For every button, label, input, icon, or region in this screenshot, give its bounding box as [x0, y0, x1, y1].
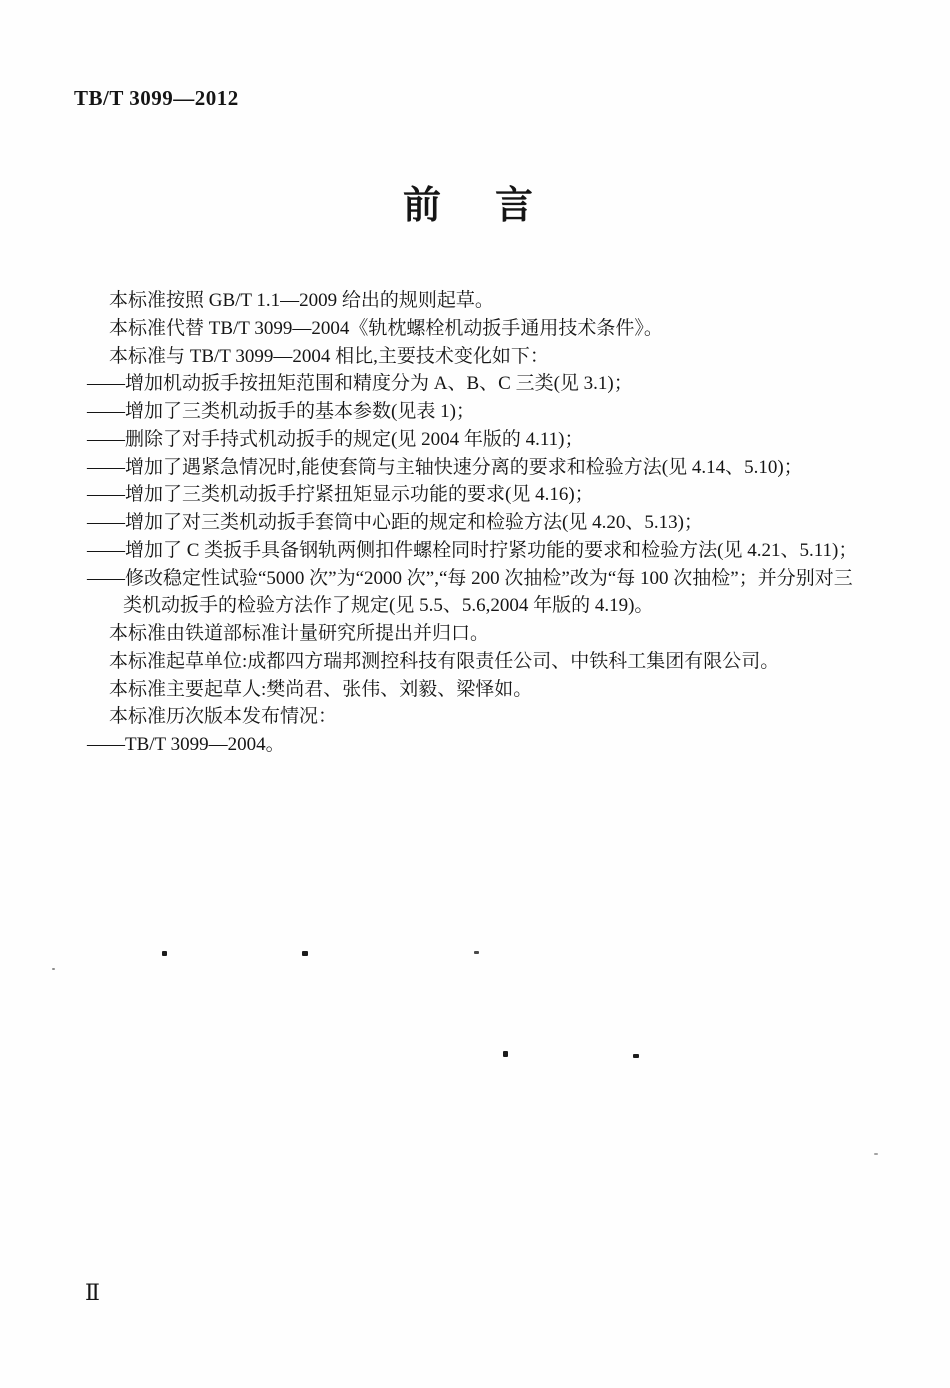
- foreword-line: 本标准主要起草人:樊尚君、张伟、刘毅、梁怿如。: [109, 678, 533, 700]
- scan-speck: [503, 1051, 508, 1057]
- foreword-title-char-yan: 言: [495, 185, 534, 227]
- foreword-body: [85, 287, 885, 759]
- foreword-line: 本标准按照 GB/T 1.1—2009 给出的规则起草。: [109, 290, 494, 311]
- foreword-change-item: ——删除了对手持式机动扳手的规定(见 2004 年版的 4.11)；: [87, 428, 584, 450]
- foreword-line: 本标准历次版本发布情况：: [109, 706, 338, 728]
- scan-speck: [874, 1153, 878, 1155]
- scan-speck: [633, 1054, 639, 1058]
- standard-number-header: TB/T 3099—2012: [74, 86, 239, 110]
- foreword-title-char-qian: 前: [402, 185, 441, 227]
- scan-speck: [162, 951, 167, 956]
- scan-speck: [474, 951, 479, 954]
- page-number: Ⅱ: [85, 1280, 100, 1305]
- foreword-change-item: ——增加机动扳手按扭矩范围和精度分为 A、B、C 三类(见 3.1)；: [87, 373, 633, 395]
- scan-speck: [302, 951, 308, 956]
- foreword-change-item-continuation: 类机动扳手的检验方法作了规定(见 5.5、5.6,2004 年版的 4.19)。: [123, 595, 654, 617]
- foreword-change-item: ——增加了三类机动扳手拧紧扭矩显示功能的要求(见 4.16)；: [87, 484, 594, 506]
- foreword-change-item: ——增加了 C 类扳手具备钢轨两侧扣件螺栓同时拧紧功能的要求和检验方法(见 4.21、5.11)；: [87, 539, 858, 561]
- scan-speck: [52, 968, 55, 970]
- foreword-title: [0, 184, 943, 228]
- foreword-change-item: ——增加了遇紧急情况时,能使套筒与主轴快速分离的要求和检验方法(见 4.14、5.10)；: [87, 456, 803, 478]
- foreword-previous-edition: ——TB/T 3099—2004。: [87, 734, 285, 755]
- foreword-change-item: ——增加了对三类机动扳手套筒中心距的规定和检验方法(见 4.20、5.13)；: [87, 512, 703, 533]
- foreword-line: 本标准与 TB/T 3099—2004 相比,主要技术变化如下：: [109, 345, 549, 367]
- foreword-change-item: ——修改稳定性试验“5000 次”为“2000 次”,“每 200 次抽检”改为“每 100 次抽检”；并分别对三: [87, 567, 853, 589]
- foreword-line: 本标准由铁道部标准计量研究所提出并归口。: [109, 623, 490, 644]
- foreword-line: 本标准起草单位:成都四方瑞邦测控科技有限责任公司、中铁科工集团有限公司。: [109, 650, 780, 672]
- foreword-line: 本标准代替 TB/T 3099—2004《轨枕螺栓机动扳手通用技术条件》。: [109, 317, 663, 339]
- foreword-change-item: ——增加了三类机动扳手的基本参数(见表 1)；: [87, 401, 475, 422]
